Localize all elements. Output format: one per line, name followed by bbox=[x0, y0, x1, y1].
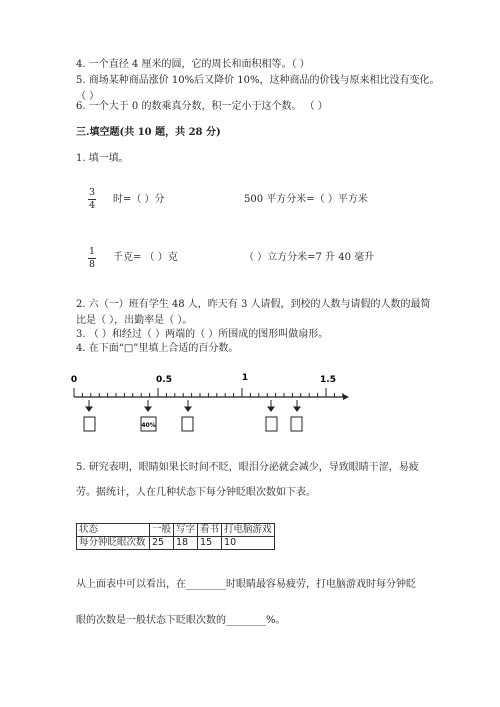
answer-box-4[interactable] bbox=[291, 417, 302, 431]
fill-question-2-line1: 2. 六（一）班有学生 48 人，昨天有 3 人请假，到校的人数与请假的人数的最简 bbox=[76, 299, 431, 310]
table-cell: 18 bbox=[174, 537, 198, 550]
fill-question-4: 4. 在下面“□”里填上合适的百分数。 bbox=[76, 343, 239, 354]
fill-question-2-line2: 比是（ ），出勤率是（ ）。 bbox=[76, 315, 193, 326]
table-cell: 看书 bbox=[198, 524, 222, 537]
number-line-arrow bbox=[343, 394, 349, 400]
table-row bbox=[77, 537, 275, 550]
fill-q1-row1-right: 500 平方分米=（ ）平方米 bbox=[244, 194, 368, 205]
judge-question-6: 6. 一个大于 0 的数乘真分数，积一定小于这个数。 （ ） bbox=[76, 101, 328, 112]
blink-rate-table bbox=[76, 523, 275, 550]
number-line-label-0-5: 0.5 bbox=[156, 375, 172, 385]
fraction-three-quarters bbox=[88, 187, 96, 212]
fraction-one-eighth bbox=[88, 246, 96, 271]
fill-q1-row1-left: 时=（ ）分 bbox=[113, 194, 165, 205]
fraction-denominator: 4 bbox=[89, 200, 96, 211]
table-cell: 每分钟眨眼次数 bbox=[77, 537, 150, 550]
table-cell: 打电脑游戏 bbox=[222, 524, 275, 537]
fill-question-1-title: 1. 填一填。 bbox=[76, 153, 129, 164]
pointer-arrow-head bbox=[185, 407, 191, 411]
fill-question-5-line1: 5. 研究表明，眼睛如果长时间不眨，眼泪分泌就会减少，导致眼睛干涩，易疲 bbox=[76, 462, 419, 473]
answer-box-1[interactable] bbox=[84, 417, 95, 431]
fraction-numerator: 3 bbox=[89, 187, 96, 198]
section-3-title: 三.填空题(共 10 题，共 28 分) bbox=[76, 127, 221, 138]
number-line-diagram bbox=[60, 366, 360, 436]
judge-question-5-line1: 5. 商场某种商品涨价 10%后又降价 10%，这种商品的价钱与原来相比没有变化。 bbox=[76, 75, 440, 86]
table-cell: 10 bbox=[222, 537, 275, 550]
fill-q1-row2-right: （ ）立方分米=7 升 40 毫升 bbox=[244, 252, 375, 263]
table-cell: 状态 bbox=[77, 524, 150, 537]
pointer-arrow-head bbox=[294, 407, 300, 411]
fill-q1-row2-left: 千克= （ ）克 bbox=[113, 252, 178, 263]
table-cell: 25 bbox=[150, 537, 174, 550]
table-header-row bbox=[77, 524, 275, 537]
pointer-arrow-head bbox=[145, 407, 151, 411]
pointer-arrows bbox=[86, 400, 300, 411]
fill-question-5-line2: 劳。据统计，人在几种状态下每分钟眨眼次数如下表。 bbox=[76, 487, 316, 498]
answer-box-2[interactable] bbox=[182, 417, 193, 431]
fraction-denominator: 8 bbox=[89, 259, 96, 270]
number-line-ticks bbox=[74, 388, 343, 397]
pointer-arrow-head bbox=[86, 407, 92, 411]
judge-question-4: 4. 一个直径 4 厘米的圆，它的周长和面积相等。（ ） bbox=[76, 59, 310, 70]
fill-question-5-line4: 眼的次数是一般状态下眨眼次数的________%。 bbox=[76, 615, 286, 626]
fill-question-3: 3. （ ）和经过（ ）两端的（ ）所围成的图形叫做扇形。 bbox=[76, 329, 329, 340]
pointer-arrow-head bbox=[268, 407, 274, 411]
fill-question-5-line3: 从上面表中可以看出，在________时眼睛最容易疲劳，打电脑游戏时每分钟眨 bbox=[76, 579, 416, 590]
table-cell: 15 bbox=[198, 537, 222, 550]
number-line-label-1-5: 1.5 bbox=[320, 375, 336, 385]
given-box-label: 40% bbox=[141, 422, 156, 429]
table-cell: 写字 bbox=[174, 524, 198, 537]
answer-box-3[interactable] bbox=[266, 417, 277, 431]
table-cell: 一般 bbox=[150, 524, 174, 537]
number-line-label-1: 1 bbox=[241, 373, 249, 383]
fraction-numerator: 1 bbox=[89, 246, 96, 257]
number-line-label-0: 0 bbox=[70, 375, 78, 385]
judge-question-5-line2: （ ） bbox=[76, 91, 100, 102]
